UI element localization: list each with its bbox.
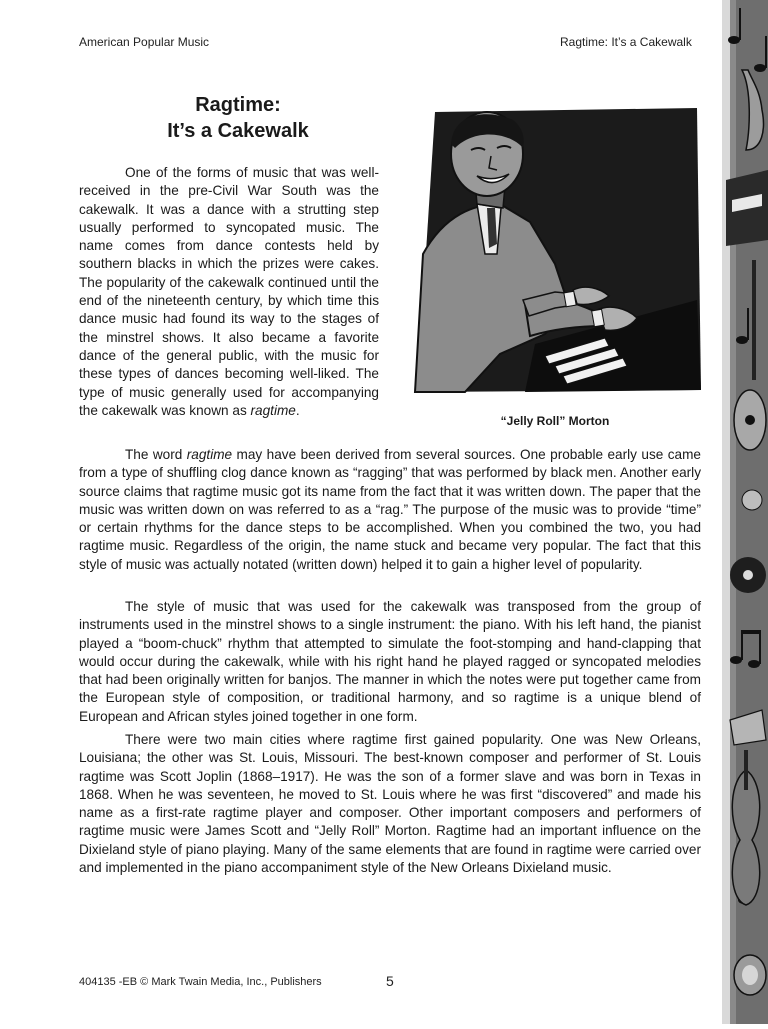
paragraph-3: The style of music that was used for the cakewalk was transposed from the group of instruments used in the minstrel shows to a single instrument: the piano. With his left hand, the pianist played a “boom-chuck” rhythm that attempted to simulate the foot-stomping and hand-clapping that would occur during the cakewalk, while with his right hand he played ragged or syncopated melodies that had been originally written for banjos. The manner in which the notes were put together came from the European style of composition, or traditional harmony, and so ragtime is a unique blend of European and African styles joined together in one form. [79,599,701,724]
paragraph-1-text: One of the forms of music that was well-received in the pre-Civil War South was the cakewalk. It was a dance with a strutting step usually performed to syncopated music. The name comes from dance contests held by southern blacks in which the prizes were cakes. The popularity of the cakewalk continued until the end of the nineteenth century, by which time this dance music had found its way to the stages of the minstrel shows. It also became a favorite dance of the general public, with the music for these types of dances becoming well-liked. The type of music generally used for accompanying the cakewalk was known as [79,165,379,418]
paragraph-1-emphasis: ragtime [250,402,296,418]
running-head-left: American Popular Music [79,35,210,49]
paragraph-4: There were two main cities where ragtime first gained popularity. One was New Orleans, Louisiana; the other was St. Louis, Missouri. The best-known composer and performer of St. Louis ragtime was Scott Joplin (1868–1917). He was the son of a former slave and was born in Texas in 1868. When he was seventeen, he moved to St. Louis where he was first “discovered” and made his name as a first-rate ragtime player and composer. Other important composers and performers of ragtime music were James Scott and “Jelly Roll” Morton. Ragtime had an important influence on the Dixieland style of piano playing. Many of the same elements that are found in ragtime were carried over and implemented in the piano accompaniment style of the New Orleans Dixieland music. [79,732,701,876]
jelly-roll-morton-illustration [405,104,705,394]
page-number: 5 [386,973,394,989]
paragraph-2-emphasis: ragtime [186,447,233,462]
music-instruments-border [722,0,768,1024]
paragraph-1 [79,164,379,420]
running-head-right: Ragtime: It’s a Cakewalk [560,35,692,49]
page-title [78,92,398,144]
figure-caption: “Jelly Roll” Morton [500,414,610,428]
paragraph-1-tail: . [295,402,300,418]
paragraph-2-lead: The word [125,447,187,462]
footer-publisher: 404135 -EB © Mark Twain Media, Inc., Publishers [79,976,322,988]
paragraph-2 [79,446,701,574]
paragraph-2-text: may have been derived from several sources. One probable early use came from a type of shuffling clog dance known as “ragging” that was performed by black men. Another early source claims that ragtime music got its name from the fact that it was written down. The paper that the music was written down on was referred to as a “rag.” The purpose of the music was to provide “time” or certain rhythms for the dance steps to be accomplished. When you combined the two, you had ragtime music. Regardless of the origin, the name stuck and became very popular. The fact that this style of music was actually notated (written down) helped it to gain a higher level of popularity. [79,447,701,572]
title-line-2: It’s a Cakewalk [167,120,309,142]
title-line-1: Ragtime: [195,94,281,116]
